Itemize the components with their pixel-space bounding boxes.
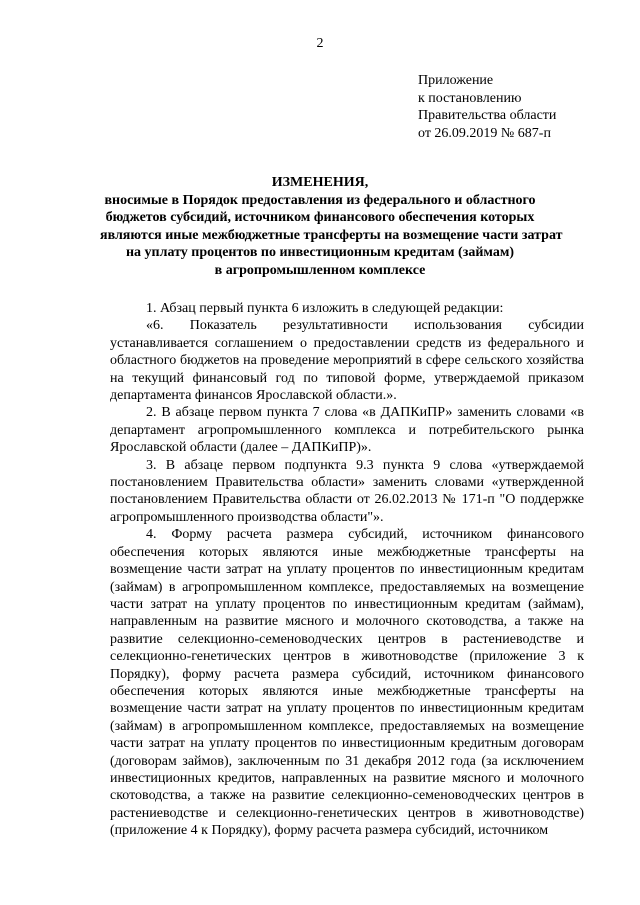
body-paragraph: 2. В абзаце первом пункта 7 слова «в ДАПКиПР» заменить словами «в департамент агропромышленного комплекса и потребительского рынка Ярославской области (далее – ДАПКиПР)». — [110, 405, 584, 456]
appendix-line: к постановлению — [418, 90, 522, 106]
document-heading — [100, 174, 563, 279]
body-paragraph: «6. Показатель результативности использования субсидии устанавливается соглашением о предоставлении средств из федерального и областного бюджетов на проведение мероприятий в сфере сельского хозяйства на текущий финансовый год по типовой форме, утверждаемой приказом департамента финансов Ярославской области.». — [110, 318, 584, 404]
body-paragraph: 3. В абзаце первом подпункта 9.3 пункта 9 слова «утверждаемой постановлением Правительства области» заменить словами «утвержденной постановлением Правительства области от 26.02.2013 № 171-п "О поддержке агропромышленного производства области"». — [110, 457, 584, 525]
appendix-line: от 26.09.2019 № 687-п — [418, 125, 551, 141]
body-paragraph: 4. Форму расчета размера субсидий, источником финансового обеспечения которых являются иные межбюджетные трансферты на возмещение части затрат на уплату процентов по инвестиционным кредитам (займам) в агропромышленном комплексе, предоставляемых на возмещение части затрат на уплату процентов по инвестиционным кредитам (займам), направленным на развитие мясного и молочного скотоводства, а также на развитие селекционно-семеноводческих центров в растениеводстве и селекционно-генетических центров в животноводстве (приложение 3 к Порядку), форму расчета размера субсидий, источником финансового обеспечения которых являются иные межбюджетные трансферты на возмещение части затрат на уплату процентов по инвестиционным кредитам (займам) в агропромышленном комплексе, предоставляемых на возмещение части затрат на уплату процентов по инвестиционным кредитным договорам (договорам займов), заключенным по 31 декабря 2012 года (за исключением инвестиционных кредитов, направленных на развитие мясного и молочного скотоводства, а также на развитие селекционно-семеноводческих центров в растениеводстве и селекционно-генетических центров в животноводстве) (приложение 4 к Порядку), форму расчета размера субсидий, источником — [110, 527, 584, 839]
heading-line: являются иные межбюджетные трансферты на возмещение части затрат — [100, 227, 563, 243]
page-number: 2 — [316, 36, 324, 51]
heading-title: ИЗМЕНЕНИЯ, — [271, 175, 369, 190]
heading-line: в агропромышленном комплексе — [214, 262, 426, 278]
body-paragraph: 1. Абзац первый пункта 6 изложить в следующей редакции: — [146, 301, 504, 316]
appendix-line: Приложение — [418, 73, 494, 88]
heading-line: вносимые в Порядок предоставления из федерального и областного — [104, 192, 536, 208]
appendix-line: Правительства области — [418, 108, 557, 123]
appendix-block — [418, 72, 556, 142]
heading-line: на уплату процентов по инвестиционным кредитам (займам) — [125, 245, 515, 260]
heading-line: бюджетов субсидий, источником финансового обеспечения которых — [105, 210, 535, 225]
document-body — [110, 300, 584, 840]
